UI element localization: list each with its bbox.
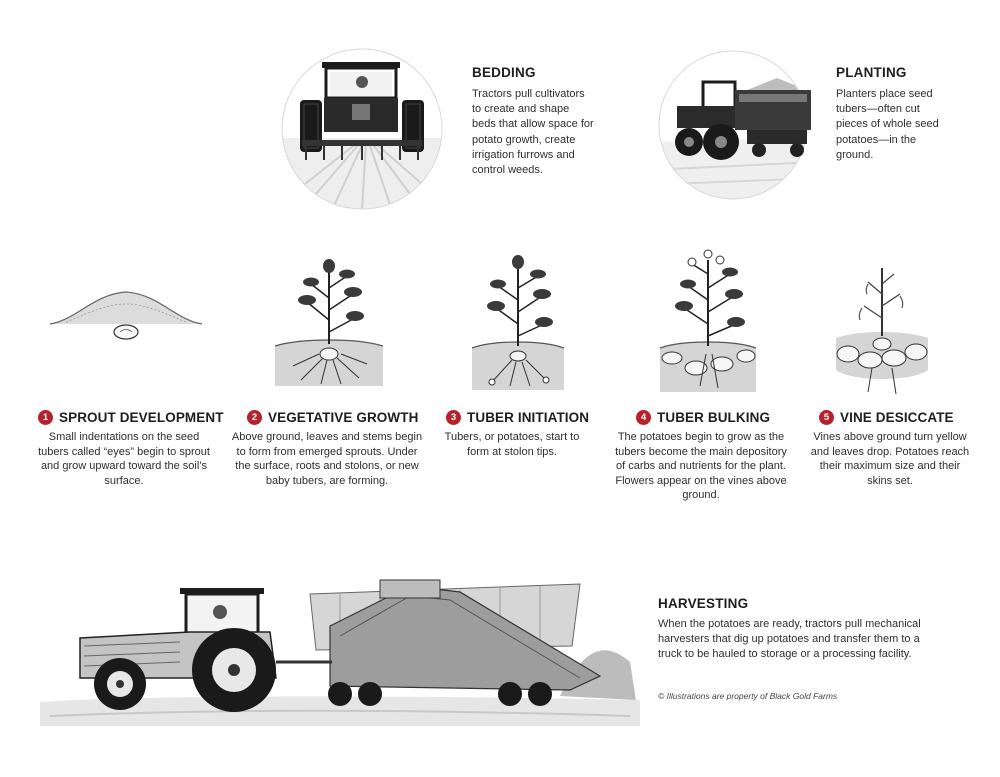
planting-title: PLANTING [836, 65, 907, 80]
stage-2-heading [247, 408, 418, 426]
planting-tractor-illustration [647, 50, 819, 200]
stage-1-heading [38, 408, 224, 426]
stage-4-description: The potatoes begin to grow as the tubers become the main depository of carbs and nutrients for the plant. Flowers appear on the vines above ground. [615, 431, 787, 502]
stage-3-description: Tubers, or potatoes, start to form at stolon tips. [444, 431, 580, 458]
stage-2-number-badge: 2 [247, 410, 262, 425]
bedding-description: Tractors pull cultivators to create and shape beds that allow space for potato growth, create irrigation furrows and control weeds. [472, 88, 594, 177]
stage-3-title: TUBER INITIATION [467, 409, 590, 425]
bedding-title: BEDDING [472, 65, 536, 80]
vine-desiccate-plant-illustration [832, 258, 932, 398]
stage-1-number-badge: 1 [38, 410, 53, 425]
tuber-initiation-plant-illustration [468, 250, 568, 390]
harvester-illustration [40, 566, 640, 726]
stage-5-heading [819, 408, 954, 426]
stage-2-title: VEGETATIVE GROWTH [268, 409, 419, 425]
planting-description: Planters place seed tubers—often cut pieces of whole seed potatoes—in the ground. [836, 88, 939, 161]
stage-5-title: VINE DESICCATE [840, 409, 954, 425]
stage-4-number-badge: 4 [636, 410, 651, 425]
stage-5-description: Vines above ground turn yellow and leaves drop. Potatoes reach their maximum size and their skins set. [810, 431, 970, 487]
stage-4-title: TUBER BULKING [657, 409, 771, 425]
stage-1-title: SPROUT DEVELOPMENT [59, 409, 224, 425]
sprout-mound-illustration [46, 284, 206, 354]
stage-3-heading [446, 408, 589, 426]
harvesting-title: HARVESTING [658, 596, 749, 611]
illustration-credit: © Illustrations are property of Black Gold Farms [658, 691, 838, 701]
vegetative-plant-illustration [271, 250, 387, 386]
stage-4-heading [636, 408, 770, 426]
stage-2-description: Above ground, leaves and stems begin to form from emerged sprouts. Under the surface, roots and stolons, or new baby tubers, are forming. [231, 431, 423, 487]
stage-3-number-badge: 3 [446, 410, 461, 425]
stage-5-number-badge: 5 [819, 410, 834, 425]
bedding-tractor-illustration [262, 48, 462, 210]
harvesting-description: When the potatoes are ready, tractors pull mechanical harvesters that dig up potatoes and transfer them to a truck to be hauled to storage or a processing facility. [658, 618, 921, 661]
stage-1-description: Small indentations on the seed tubers called “eyes” begin to sprout and grow upward toward the soil’s surface. [38, 431, 210, 487]
tuber-bulking-plant-illustration [656, 244, 760, 392]
